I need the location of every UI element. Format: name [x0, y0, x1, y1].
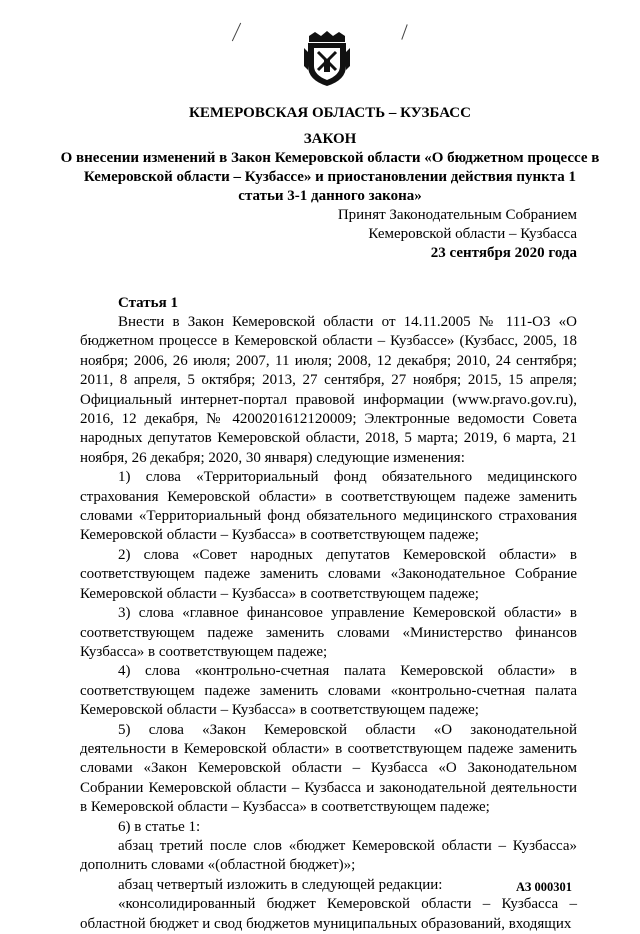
amendment-item: 1) слова «Территориальный фонд обязательного медицинского страхования Кемеровской области» в соответствующем падеже заменить словами «Территориальный фонд обязательного медицинского страхования Кемеровской области – Кузбасса» в соответствующем падеже; [80, 469, 577, 544]
law-subject: О внесении изменений в Закон Кемеровской области «О бюджетном процессе в Кемеровской области – Кузбассе» и приостановлении действия пункта 1 статьи 3-1 данного закона» [60, 150, 600, 204]
scan-mark [401, 24, 407, 39]
article-body [80, 294, 577, 934]
amendment-item: абзац третий после слов «бюджет Кемеровской области – Кузбасса» дополнить словами «(областной бюджет)»; [80, 837, 577, 874]
region-title: КЕМЕРОВСКАЯ ОБЛАСТЬ – КУЗБАСС [189, 105, 471, 121]
amendment-item: 4) слова «контрольно-счетная палата Кемеровской области» в соответствующем падеже заменить словами «контрольно-счетная палата Кемеровской области – Кузбасса» в соответствующем падеже; [80, 663, 577, 719]
article-intro: Внести в Закон Кемеровской области от 14.11.2005 № 111-ОЗ «О бюджетном процессе в Кемеровской области – Кузбассе» (Кузбасс, 2005, 18 ноября; 2006, 26 июля; 2007, 11 июля; 2008, 12 декабря; 2010, 24 сентября; 2011, 8 апреля, 5 октября; 2013, 27 сентября, 27 ноября; 2015, 15 апреля; Официальный интернет-портал правовой информации (www.pravo.gov.ru), 2016, 12 декабря, № 4200201612120009; Электронные ведомости Совета народных депутатов Кемеровской области, 2018, 5 марта; 2019, 6 марта, 21 ноября, 26 декабря; 2020, 30 января) следующие изменения: [80, 314, 577, 466]
amendment-item: 6) в статье 1: [118, 818, 201, 835]
amendment-item: 3) слова «главное финансовое управление Кемеровской области» в соответствующем падеже заменить словами «Министерство финансов Кузбасса» в соответствующем падеже; [80, 605, 577, 660]
coat-of-arms-emblem [303, 30, 351, 88]
amendment-item: абзац четвертый изложить в следующей редакции: [118, 876, 443, 893]
document-type: ЗАКОН [303, 131, 357, 147]
amendment-item: «консолидированный бюджет Кемеровской области – Кузбасса – областной бюджет и свод бюджетов муниципальных образований, входящих [80, 896, 577, 932]
document-serial-number: АЗ 000301 [516, 880, 572, 894]
scan-mark [232, 23, 241, 42]
amendment-item: 2) слова «Совет народных депутатов Кемеровской области» в соответствующем падеже заменить словами «Законодательное Собрание Кемеровской области – Кузбасса» в соответствующем падеже; [80, 546, 577, 602]
adoption-block [338, 206, 577, 263]
adoption-date: 23 сентября 2020 года [430, 245, 577, 261]
adopted-by-line2: Кемеровской области – Кузбасса [368, 226, 577, 242]
adopted-by-line1: Принят Законодательным Собранием [337, 207, 577, 223]
article-title: Статья 1 [118, 295, 178, 311]
amendment-item: 5) слова «Закон Кемеровской области «О законодательной деятельности в Кемеровской области» в соответствующем падеже заменить словами «Закон Кемеровской области – Кузбасса «О Законодательном Собрании Кемеровской области – Кузбасса и законодательной деятельности в Кемеровской области – Кузбасса» в соответствующем падеже; [80, 721, 577, 816]
